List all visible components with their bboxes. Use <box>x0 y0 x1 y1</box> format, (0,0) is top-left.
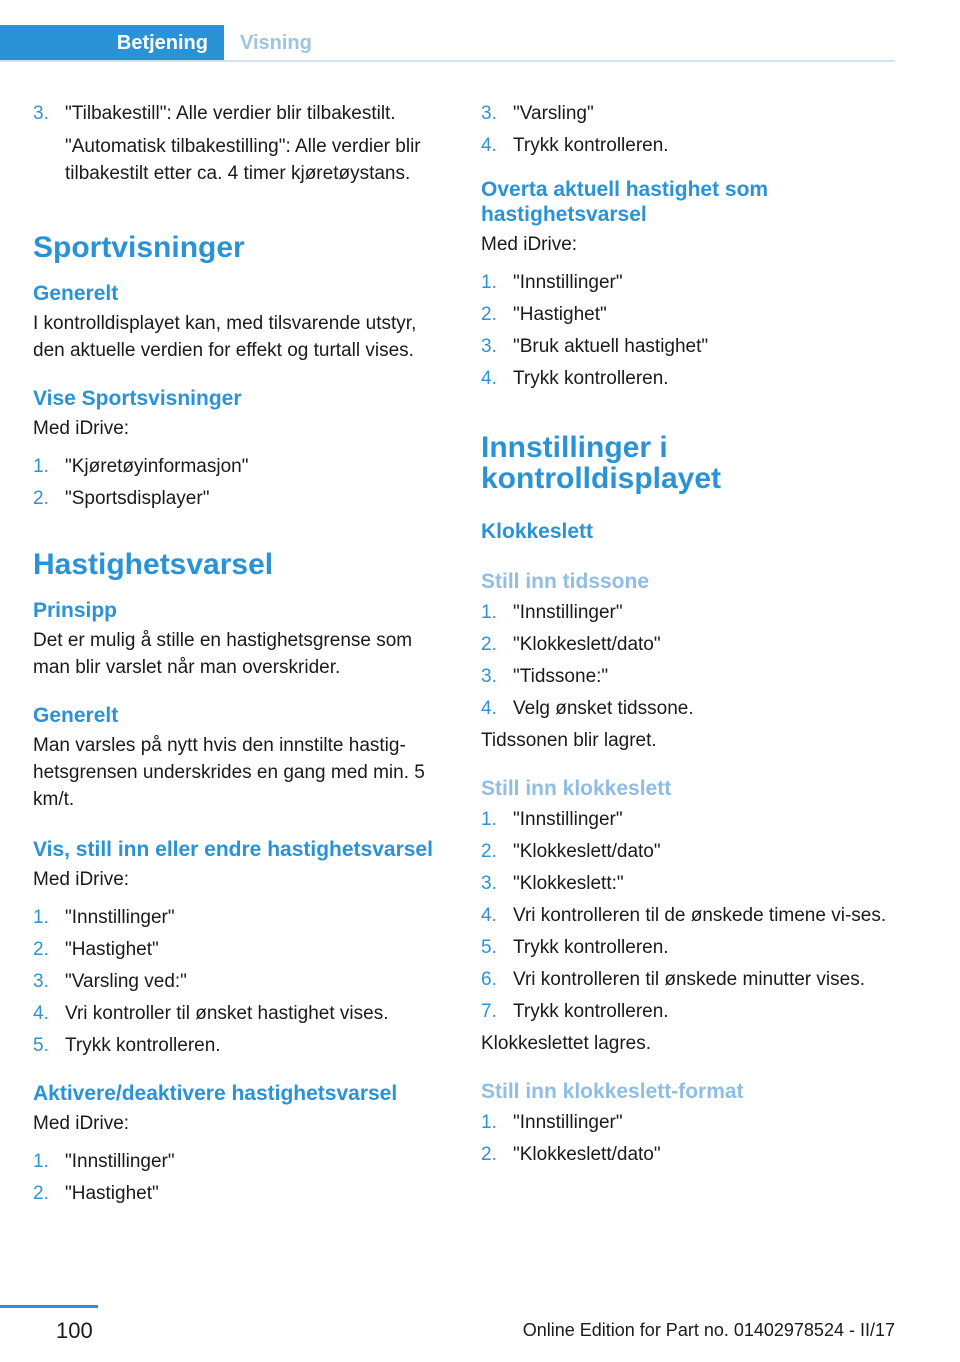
list-item <box>33 453 453 480</box>
list-number: 2. <box>33 1183 49 1204</box>
list-number: 4. <box>481 698 497 719</box>
header-rule <box>0 60 895 62</box>
list-number: 7. <box>481 1001 497 1022</box>
list-item <box>481 599 901 626</box>
list-text: "Hastighet" <box>65 1183 159 1204</box>
list-text: Velg ønsket tidssone. <box>513 698 694 719</box>
heading-aktivere: Aktivere/deaktivere hastighetsvarsel <box>33 1082 398 1105</box>
list-text: "Innstillinger" <box>65 1151 175 1172</box>
section-title-innstillinger: Innstillinger i kontrolldisplayet <box>481 431 722 495</box>
list-item <box>33 1032 453 1059</box>
paragraph: Med iDrive: <box>481 234 578 255</box>
list-item <box>481 695 901 722</box>
paragraph: Med iDrive: <box>33 1113 130 1134</box>
list-text: "Varsling" <box>513 103 594 124</box>
list-text: "Tilbakestill": Alle verdier blir tilbakestilt. <box>65 103 396 124</box>
list-text: Vri kontrolleren til ønskede minutter vises. <box>513 969 865 990</box>
list-number: 1. <box>481 1112 497 1133</box>
list-number: 4. <box>481 135 497 156</box>
format-list <box>481 1109 901 1168</box>
list-item <box>481 100 901 127</box>
list-text: Trykk kontrolleren. <box>65 1035 221 1056</box>
list-number: 5. <box>481 937 497 958</box>
list-number: 2. <box>481 634 497 655</box>
list-text: "Varsling ved:" <box>65 971 187 992</box>
heading-vise-sport: Vise Sportsvisninger <box>33 387 242 410</box>
list-text: "Klokkeslett/dato" <box>513 1144 661 1165</box>
list-text: Trykk kontrolleren. <box>513 937 669 958</box>
list-text: "Hastighet" <box>513 304 607 325</box>
tidssone-list <box>481 599 901 722</box>
list-item <box>481 934 901 961</box>
list-number: 4. <box>33 1003 49 1024</box>
list-text: "Hastighet" <box>65 939 159 960</box>
list-item <box>481 998 901 1025</box>
paragraph: Klokkeslettet lagres. <box>481 1033 652 1054</box>
list-item <box>33 936 453 963</box>
left-column <box>33 100 453 1212</box>
list-number: 6. <box>481 969 497 990</box>
list-number: 1. <box>481 602 497 623</box>
list-item <box>33 1180 453 1207</box>
paragraph: Med iDrive: <box>33 869 130 890</box>
cont-list <box>481 100 901 159</box>
list-number: 4. <box>481 905 497 926</box>
list-text: "Klokkeslett/dato" <box>513 634 661 655</box>
akt-list <box>33 1148 453 1207</box>
klokkeslett-list <box>481 806 901 1025</box>
list-text: "Innstillinger" <box>513 809 623 830</box>
list-item <box>481 365 901 392</box>
list-item <box>481 966 901 993</box>
heading-overta: Overta aktuell hastighet som hastighetsvarsel <box>481 178 769 226</box>
list-item <box>33 100 453 187</box>
edition-note: Online Edition for Part no. 01402978524 - II/17 <box>522 1320 895 1340</box>
list-number: 2. <box>481 841 497 862</box>
list-text: Trykk kontrolleren. <box>513 368 669 389</box>
list-text: Vri kontroller til ønsket hastighet vises. <box>65 1003 389 1024</box>
list-number: 1. <box>33 907 49 928</box>
paragraph: Tidssonen blir lagret. <box>481 730 657 751</box>
list-number: 1. <box>33 456 49 477</box>
list-item <box>481 269 901 296</box>
list-text: "Innstillinger" <box>65 907 175 928</box>
list-number: 2. <box>481 304 497 325</box>
list-item <box>481 1109 901 1136</box>
heading-generelt: Generelt <box>33 704 119 727</box>
list-text: "Tidssone:" <box>513 666 609 687</box>
vis-list <box>33 904 453 1059</box>
heading-prinsipp: Prinsipp <box>33 599 118 622</box>
section-title-sport: Sportvisninger <box>33 231 245 264</box>
list-text: "Bruk aktuell hastighet" <box>513 336 709 357</box>
list-number: 2. <box>481 1144 497 1165</box>
list-item <box>481 301 901 328</box>
list-item <box>33 1000 453 1027</box>
list-text: "Sportsdisplayer" <box>65 488 210 509</box>
list-text: "Kjøretøyinformasjon" <box>65 456 249 477</box>
list-number: 2. <box>33 488 49 509</box>
overta-list <box>481 269 901 392</box>
list-number: 4. <box>481 368 497 389</box>
list-item <box>481 902 901 929</box>
list-number: 1. <box>481 809 497 830</box>
heading-still-klokkeslett: Still inn klokkeslett <box>481 777 672 800</box>
list-number: 3. <box>481 336 497 357</box>
list-item <box>33 1148 453 1175</box>
list-text: "Innstillinger" <box>513 1112 623 1133</box>
list-number: 3. <box>33 971 49 992</box>
right-column <box>481 100 901 1173</box>
list-text: Trykk kontrolleren. <box>513 1001 669 1022</box>
list-text: Vri kontrolleren til de ønskede timene vi-ses. <box>513 905 887 926</box>
heading-tidssone: Still inn tidssone <box>481 570 650 593</box>
list-text: "Klokkeslett:" <box>513 873 624 894</box>
list-item <box>481 870 901 897</box>
heading-klokkeslett: Klokkeslett <box>481 520 594 543</box>
list-item <box>33 968 453 995</box>
tab-betjening[interactable]: Betjening <box>0 25 224 62</box>
list-text: "Innstillinger" <box>513 272 623 293</box>
list-text: "Innstillinger" <box>513 602 623 623</box>
page-number: 100 <box>56 1318 93 1343</box>
heading-vis-still: Vis, still inn eller endre hastighetsvarsel <box>33 838 433 861</box>
list-item <box>481 1141 901 1168</box>
list-item <box>481 333 901 360</box>
list-item <box>481 806 901 833</box>
list-subtext: "Automatisk tilbakestilling": Alle verdier blir tilbakestilt etter ca. 4 timer kjøretøystans. <box>65 136 421 184</box>
list-item <box>481 838 901 865</box>
tab-visning[interactable]: Visning <box>240 32 312 54</box>
paragraph: Det er mulig å stille en hastighetsgrense som man blir varslet når man overskrider. <box>33 630 413 678</box>
list-text: "Klokkeslett/dato" <box>513 841 661 862</box>
list-number: 3. <box>481 873 497 894</box>
list-item <box>481 631 901 658</box>
list-number: 5. <box>33 1035 49 1056</box>
paragraph: I kontrolldisplayet kan, med tilsvarende utstyr, den aktuelle verdien for effekt og turtall vises. <box>33 313 417 361</box>
list-item <box>33 485 453 512</box>
list-number: 2. <box>33 939 49 960</box>
list-item <box>481 132 901 159</box>
footer-rule <box>0 1305 98 1308</box>
list-number: 3. <box>33 103 49 124</box>
intro-list <box>33 100 453 187</box>
list-item <box>33 904 453 931</box>
section-title-hastighet: Hastighetsvarsel <box>33 548 274 581</box>
list-number: 3. <box>481 103 497 124</box>
list-number: 1. <box>481 272 497 293</box>
list-item <box>481 663 901 690</box>
list-number: 3. <box>481 666 497 687</box>
heading-generelt: Generelt <box>33 282 119 305</box>
page-header <box>0 25 895 62</box>
list-number: 1. <box>33 1151 49 1172</box>
paragraph: Med iDrive: <box>33 418 130 439</box>
heading-format: Still inn klokkeslett-format <box>481 1080 744 1103</box>
paragraph: Man varsles på nytt hvis den innstilte hastig-hetsgrensen underskrides en gang med min. 5 km/t. <box>33 735 425 810</box>
vise-list <box>33 453 453 512</box>
list-text: Trykk kontrolleren. <box>513 135 669 156</box>
